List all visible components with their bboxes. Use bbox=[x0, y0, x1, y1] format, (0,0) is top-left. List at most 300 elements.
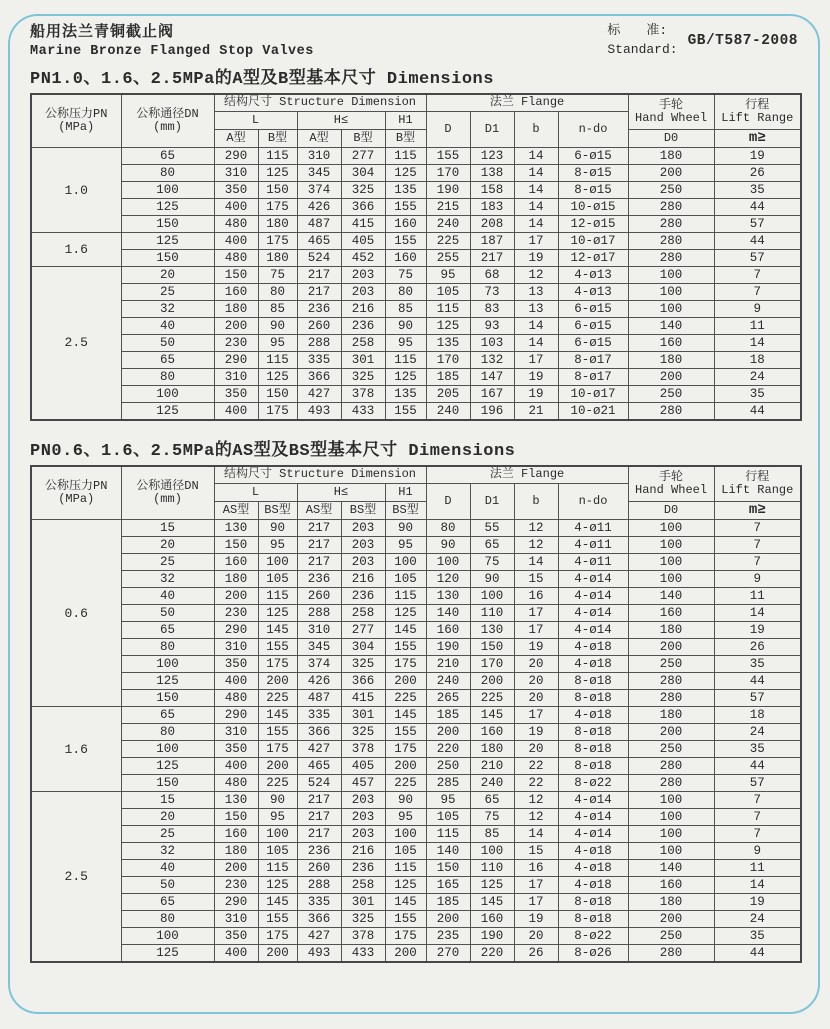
dimension-cell: 44 bbox=[714, 758, 801, 775]
dimension-cell: 155 bbox=[385, 199, 426, 216]
dimension-cell: 100 bbox=[628, 792, 714, 809]
dimension-cell: 203 bbox=[341, 809, 385, 826]
dimension-cell: 400 bbox=[214, 673, 258, 690]
dimension-cell: 335 bbox=[297, 352, 341, 369]
dimension-cell: 14 bbox=[514, 554, 558, 571]
dimension-cell: 100 bbox=[121, 656, 214, 673]
dimension-cell: 145 bbox=[385, 622, 426, 639]
dimension-cell: 20 bbox=[514, 928, 558, 945]
dimension-cell: 240 bbox=[426, 403, 470, 420]
dimension-cell: 366 bbox=[341, 673, 385, 690]
dimension-cell: 236 bbox=[297, 301, 341, 318]
dimension-cell: 90 bbox=[426, 537, 470, 554]
dimension-cell: 216 bbox=[341, 843, 385, 860]
col-header-h1-type-b: B型 bbox=[385, 130, 426, 148]
table-row bbox=[31, 860, 801, 877]
dimension-cell: 125 bbox=[121, 403, 214, 420]
table-row bbox=[31, 386, 801, 403]
dimension-cell: 115 bbox=[385, 860, 426, 877]
dimension-cell: 217 bbox=[297, 826, 341, 843]
dimension-cell: 250 bbox=[628, 741, 714, 758]
dimension-cell: 100 bbox=[628, 843, 714, 860]
col-header-d0: D0 bbox=[628, 130, 714, 148]
col-header-h1: H1 bbox=[385, 112, 426, 130]
dimension-cell: 55 bbox=[470, 520, 514, 537]
dimension-cell: 190 bbox=[426, 182, 470, 199]
dimension-cell: 75 bbox=[385, 267, 426, 284]
dimension-cell: 35 bbox=[714, 656, 801, 673]
dimension-cell: 8-ø15 bbox=[558, 165, 628, 182]
dimension-cell: 17 bbox=[514, 707, 558, 724]
dimension-cell: 280 bbox=[628, 775, 714, 792]
dimension-cell: 130 bbox=[214, 792, 258, 809]
dimension-cell: 8-ø18 bbox=[558, 724, 628, 741]
dimension-cell: 26 bbox=[714, 165, 801, 182]
dimension-cell: 90 bbox=[258, 792, 297, 809]
table-row bbox=[31, 605, 801, 622]
dimension-cell: 427 bbox=[297, 928, 341, 945]
dimension-cell: 20 bbox=[514, 673, 558, 690]
dimension-cell: 15 bbox=[121, 792, 214, 809]
dimension-cell: 325 bbox=[341, 724, 385, 741]
dimension-cell: 415 bbox=[341, 216, 385, 233]
dimension-cell: 260 bbox=[297, 588, 341, 605]
dimension-cell: 4-ø18 bbox=[558, 656, 628, 673]
dimension-cell: 200 bbox=[214, 588, 258, 605]
dimension-cell: 140 bbox=[426, 843, 470, 860]
dimension-cell: 145 bbox=[470, 707, 514, 724]
dimension-cell: 175 bbox=[258, 928, 297, 945]
dimension-cell: 125 bbox=[121, 199, 214, 216]
dimension-cell: 115 bbox=[385, 352, 426, 369]
table-row bbox=[31, 554, 801, 571]
dimension-cell: 14 bbox=[514, 199, 558, 216]
dimension-cell: 8-ø18 bbox=[558, 741, 628, 758]
table-row bbox=[31, 741, 801, 758]
dimension-cell: 230 bbox=[214, 605, 258, 622]
dimension-cell: 115 bbox=[426, 301, 470, 318]
col-header-l: L bbox=[214, 112, 297, 130]
dimension-cell: 366 bbox=[297, 724, 341, 741]
dimension-cell: 90 bbox=[385, 792, 426, 809]
dimension-cell: 12 bbox=[514, 792, 558, 809]
dimension-cell: 304 bbox=[341, 639, 385, 656]
dimension-cell: 301 bbox=[341, 352, 385, 369]
dimension-cell: 10-ø15 bbox=[558, 199, 628, 216]
dimension-cell: 301 bbox=[341, 894, 385, 911]
dimension-cell: 220 bbox=[426, 741, 470, 758]
dimension-cell: 155 bbox=[258, 911, 297, 928]
dimension-cell: 325 bbox=[341, 369, 385, 386]
dimension-cell: 230 bbox=[214, 877, 258, 894]
dimension-cell: 25 bbox=[121, 826, 214, 843]
dimension-cell: 180 bbox=[628, 622, 714, 639]
dimension-cell: 203 bbox=[341, 537, 385, 554]
col-header-d1: D1 bbox=[470, 112, 514, 148]
standard-block bbox=[607, 22, 798, 60]
table-row bbox=[31, 148, 801, 165]
table-row bbox=[31, 758, 801, 775]
dimension-cell: 25 bbox=[121, 554, 214, 571]
dimension-cell: 203 bbox=[341, 826, 385, 843]
dimension-cell: 235 bbox=[426, 928, 470, 945]
dimension-cell: 24 bbox=[714, 369, 801, 386]
col-header-diameter: 公称通径DN (mm) bbox=[121, 94, 214, 148]
dimension-cell: 145 bbox=[470, 894, 514, 911]
dimension-cell: 255 bbox=[426, 250, 470, 267]
dimension-cell: 15 bbox=[121, 520, 214, 537]
dimension-cell: 8-ø18 bbox=[558, 758, 628, 775]
dimension-cell: 125 bbox=[385, 369, 426, 386]
dimension-cell: 288 bbox=[297, 877, 341, 894]
dimension-cell: 4-ø14 bbox=[558, 605, 628, 622]
dimension-cell: 14 bbox=[514, 182, 558, 199]
dimension-cell: 19 bbox=[514, 250, 558, 267]
dimension-cell: 11 bbox=[714, 860, 801, 877]
dimension-cell: 217 bbox=[297, 267, 341, 284]
table-row bbox=[31, 233, 801, 250]
dimension-cell: 6-ø15 bbox=[558, 148, 628, 165]
dimension-cell: 200 bbox=[628, 724, 714, 741]
col-header-h-type-bs: BS型 bbox=[341, 502, 385, 520]
dimension-cell: 4-ø11 bbox=[558, 520, 628, 537]
dimension-cell: 200 bbox=[258, 945, 297, 962]
dimension-cell: 100 bbox=[628, 809, 714, 826]
dimension-cell: 7 bbox=[714, 826, 801, 843]
dimension-cell: 105 bbox=[258, 571, 297, 588]
header-row-1 bbox=[31, 466, 801, 484]
dimension-cell: 17 bbox=[514, 233, 558, 250]
dimension-cell: 433 bbox=[341, 403, 385, 420]
dimension-cell: 250 bbox=[628, 386, 714, 403]
dimension-cell: 125 bbox=[385, 165, 426, 182]
dimension-cell: 4-ø18 bbox=[558, 860, 628, 877]
dimension-cell: 17 bbox=[514, 605, 558, 622]
col-header-structure: 结构尺寸 Structure Dimension bbox=[214, 94, 426, 112]
col-header-m: m≥ bbox=[714, 130, 801, 148]
dimension-cell: 125 bbox=[470, 877, 514, 894]
col-header-d0: D0 bbox=[628, 502, 714, 520]
dimension-cell: 155 bbox=[385, 403, 426, 420]
dimension-cell: 12 bbox=[514, 520, 558, 537]
dimension-cell: 11 bbox=[714, 588, 801, 605]
dimension-cell: 80 bbox=[121, 165, 214, 182]
dimension-cell: 225 bbox=[258, 775, 297, 792]
dimension-cell: 150 bbox=[426, 860, 470, 877]
dimension-cell: 95 bbox=[385, 537, 426, 554]
dimension-cell: 203 bbox=[341, 554, 385, 571]
dimension-cell: 230 bbox=[214, 335, 258, 352]
dimension-cell: 200 bbox=[628, 639, 714, 656]
dimension-cell: 14 bbox=[514, 335, 558, 352]
dimension-cell: 180 bbox=[628, 894, 714, 911]
dimension-cell: 100 bbox=[628, 571, 714, 588]
dimension-cell: 73 bbox=[470, 284, 514, 301]
dimension-cell: 280 bbox=[628, 945, 714, 962]
dimension-cell: 180 bbox=[470, 741, 514, 758]
col-header-h1-type-bs: BS型 bbox=[385, 502, 426, 520]
dimension-cell: 7 bbox=[714, 792, 801, 809]
dimension-cell: 465 bbox=[297, 758, 341, 775]
dimension-cell: 196 bbox=[470, 403, 514, 420]
dimension-cell: 105 bbox=[258, 843, 297, 860]
dimension-cell: 80 bbox=[258, 284, 297, 301]
dimension-cell: 18 bbox=[714, 352, 801, 369]
dimension-cell: 8-ø18 bbox=[558, 673, 628, 690]
dimension-cell: 19 bbox=[514, 386, 558, 403]
dimension-cell: 18 bbox=[714, 707, 801, 724]
dimension-cell: 145 bbox=[385, 707, 426, 724]
col-header-d: D bbox=[426, 112, 470, 148]
dimension-cell: 480 bbox=[214, 216, 258, 233]
dimension-cell: 100 bbox=[628, 520, 714, 537]
table-row bbox=[31, 182, 801, 199]
table-row bbox=[31, 877, 801, 894]
dimension-cell: 185 bbox=[426, 707, 470, 724]
dimension-cell: 200 bbox=[385, 758, 426, 775]
dimension-cell: 95 bbox=[385, 809, 426, 826]
table-row bbox=[31, 537, 801, 554]
col-header-flange: 法兰 Flange bbox=[426, 466, 628, 484]
table-row bbox=[31, 707, 801, 724]
dimension-cell: 44 bbox=[714, 199, 801, 216]
dimension-cell: 288 bbox=[297, 335, 341, 352]
dimension-cell: 427 bbox=[297, 741, 341, 758]
dimension-cell: 180 bbox=[214, 301, 258, 318]
dimension-cell: 4-ø11 bbox=[558, 537, 628, 554]
dimension-cell: 25 bbox=[121, 284, 214, 301]
table-row bbox=[31, 588, 801, 605]
dimension-cell: 217 bbox=[297, 554, 341, 571]
dimension-cell: 185 bbox=[426, 369, 470, 386]
table-row bbox=[31, 335, 801, 352]
dimension-cell: 200 bbox=[628, 911, 714, 928]
table-row bbox=[31, 809, 801, 826]
table-row bbox=[31, 318, 801, 335]
dimension-cell: 105 bbox=[426, 809, 470, 826]
dimension-cell: 17 bbox=[514, 894, 558, 911]
dimension-cell: 405 bbox=[341, 758, 385, 775]
dimension-cell: 80 bbox=[121, 724, 214, 741]
dimension-cell: 130 bbox=[470, 622, 514, 639]
dimension-cell: 160 bbox=[214, 284, 258, 301]
dimension-cell: 44 bbox=[714, 233, 801, 250]
dimension-cell: 115 bbox=[258, 588, 297, 605]
dimension-cell: 115 bbox=[385, 148, 426, 165]
dimension-cell: 85 bbox=[385, 301, 426, 318]
dimension-cell: 457 bbox=[341, 775, 385, 792]
dimension-cell: 17 bbox=[514, 622, 558, 639]
header-row-1 bbox=[31, 94, 801, 112]
table-row bbox=[31, 792, 801, 809]
dimension-cell: 175 bbox=[258, 199, 297, 216]
dimension-cell: 110 bbox=[470, 860, 514, 877]
dimension-cell: 160 bbox=[628, 605, 714, 622]
dimension-cell: 100 bbox=[470, 588, 514, 605]
dimension-cell: 125 bbox=[258, 877, 297, 894]
dimension-cell: 12 bbox=[514, 537, 558, 554]
table-row bbox=[31, 639, 801, 656]
dimension-cell: 14 bbox=[514, 826, 558, 843]
dimension-cell: 258 bbox=[341, 605, 385, 622]
dimension-cell: 85 bbox=[258, 301, 297, 318]
dimension-cell: 24 bbox=[714, 724, 801, 741]
dimension-cell: 83 bbox=[470, 301, 514, 318]
dimension-cell: 290 bbox=[214, 707, 258, 724]
dimension-cell: 14 bbox=[514, 165, 558, 182]
dimension-cell: 160 bbox=[385, 216, 426, 233]
dimension-cell: 288 bbox=[297, 605, 341, 622]
dimension-cell: 225 bbox=[426, 233, 470, 250]
dimension-cell: 125 bbox=[258, 165, 297, 182]
dimension-cell: 310 bbox=[214, 639, 258, 656]
dimension-cell: 270 bbox=[426, 945, 470, 962]
dimension-cell: 90 bbox=[385, 318, 426, 335]
dimension-cell: 400 bbox=[214, 945, 258, 962]
dimension-cell: 374 bbox=[297, 182, 341, 199]
dimension-cell: 205 bbox=[426, 386, 470, 403]
dimension-cell: 14 bbox=[514, 148, 558, 165]
dimension-cell: 95 bbox=[258, 335, 297, 352]
dimension-cell: 7 bbox=[714, 809, 801, 826]
dimension-cell: 170 bbox=[470, 656, 514, 673]
dimension-cell: 65 bbox=[470, 537, 514, 554]
dimension-cell: 22 bbox=[514, 775, 558, 792]
dimension-cell: 493 bbox=[297, 403, 341, 420]
dimension-cell: 20 bbox=[514, 741, 558, 758]
dimension-cell: 175 bbox=[385, 928, 426, 945]
dimension-cell: 16 bbox=[514, 588, 558, 605]
dimension-cell: 200 bbox=[470, 673, 514, 690]
col-header-h: H≤ bbox=[297, 112, 385, 130]
dimension-cell: 125 bbox=[121, 233, 214, 250]
dimension-cell: 217 bbox=[470, 250, 514, 267]
dimension-cell: 125 bbox=[121, 945, 214, 962]
dimension-cell: 325 bbox=[341, 656, 385, 673]
dimension-cell: 57 bbox=[714, 690, 801, 707]
dimension-cell: 310 bbox=[214, 911, 258, 928]
table-row bbox=[31, 250, 801, 267]
dimension-cell: 19 bbox=[714, 622, 801, 639]
dimension-cell: 145 bbox=[385, 894, 426, 911]
dimension-cell: 190 bbox=[426, 639, 470, 656]
table-row bbox=[31, 216, 801, 233]
dimension-cell: 366 bbox=[297, 911, 341, 928]
dimension-cell: 487 bbox=[297, 216, 341, 233]
dimension-cell: 225 bbox=[258, 690, 297, 707]
dimension-cell: 115 bbox=[258, 148, 297, 165]
dimension-cell: 524 bbox=[297, 250, 341, 267]
dimension-cell: 304 bbox=[341, 165, 385, 182]
dimension-cell: 14 bbox=[514, 216, 558, 233]
dimension-cell: 40 bbox=[121, 318, 214, 335]
dimension-cell: 155 bbox=[385, 639, 426, 656]
dimension-cell: 215 bbox=[426, 199, 470, 216]
dimension-cell: 95 bbox=[385, 335, 426, 352]
doc-title-en: Marine Bronze Flanged Stop Valves bbox=[30, 44, 314, 59]
dimension-cell: 4-ø14 bbox=[558, 826, 628, 843]
dimension-cell: 240 bbox=[426, 673, 470, 690]
dimension-cell: 125 bbox=[385, 605, 426, 622]
dimension-cell: 22 bbox=[514, 758, 558, 775]
dimension-cell: 260 bbox=[297, 318, 341, 335]
dimension-cell: 180 bbox=[628, 148, 714, 165]
dimension-cell: 433 bbox=[341, 945, 385, 962]
dimension-cell: 8-ø26 bbox=[558, 945, 628, 962]
dimension-cell: 350 bbox=[214, 386, 258, 403]
table-row bbox=[31, 911, 801, 928]
dimension-cell: 100 bbox=[121, 182, 214, 199]
dimension-cell: 216 bbox=[341, 301, 385, 318]
dimension-cell: 100 bbox=[385, 554, 426, 571]
dimension-cell: 160 bbox=[628, 877, 714, 894]
dimension-cell: 160 bbox=[470, 911, 514, 928]
col-header-handwheel: 手轮 Hand Wheel bbox=[628, 466, 714, 502]
dimension-cell: 426 bbox=[297, 673, 341, 690]
dimension-cell: 19 bbox=[514, 369, 558, 386]
dimension-cell: 217 bbox=[297, 520, 341, 537]
dimension-cell: 175 bbox=[258, 741, 297, 758]
dimension-cell: 290 bbox=[214, 622, 258, 639]
dimension-cell: 350 bbox=[214, 656, 258, 673]
dimension-cell: 140 bbox=[628, 860, 714, 877]
dimension-cell: 290 bbox=[214, 894, 258, 911]
dimension-cell: 100 bbox=[121, 386, 214, 403]
dimension-cell: 155 bbox=[426, 148, 470, 165]
dimension-cell: 350 bbox=[214, 182, 258, 199]
dimension-cell: 400 bbox=[214, 758, 258, 775]
table-row bbox=[31, 284, 801, 301]
col-header-h1: H1 bbox=[385, 484, 426, 502]
dimension-cell: 290 bbox=[214, 352, 258, 369]
dimension-cell: 7 bbox=[714, 520, 801, 537]
dimension-cell: 277 bbox=[341, 622, 385, 639]
dimension-cell: 160 bbox=[214, 826, 258, 843]
dimension-cell: 366 bbox=[341, 199, 385, 216]
dimension-cell: 50 bbox=[121, 335, 214, 352]
dimension-cell: 225 bbox=[470, 690, 514, 707]
dimension-cell: 150 bbox=[121, 250, 214, 267]
table-row bbox=[31, 826, 801, 843]
dimension-cell: 400 bbox=[214, 199, 258, 216]
dimension-cell: 135 bbox=[426, 335, 470, 352]
dimension-cell: 35 bbox=[714, 182, 801, 199]
dimension-cell: 105 bbox=[385, 571, 426, 588]
dimension-cell: 145 bbox=[258, 707, 297, 724]
dimension-cell: 130 bbox=[214, 520, 258, 537]
dimension-cell: 100 bbox=[426, 554, 470, 571]
dimension-cell: 250 bbox=[628, 928, 714, 945]
dimension-cell: 200 bbox=[628, 369, 714, 386]
dimension-cell: 50 bbox=[121, 877, 214, 894]
dimension-cell: 15 bbox=[514, 571, 558, 588]
dimension-cell: 405 bbox=[341, 233, 385, 250]
table-row bbox=[31, 267, 801, 284]
dimension-cell: 19 bbox=[514, 911, 558, 928]
dimension-cell: 524 bbox=[297, 775, 341, 792]
table-row bbox=[31, 656, 801, 673]
dimension-cell: 325 bbox=[341, 182, 385, 199]
dimension-cell: 140 bbox=[628, 588, 714, 605]
col-header-pressure: 公称压力PN (MPa) bbox=[31, 94, 121, 148]
dimension-cell: 465 bbox=[297, 233, 341, 250]
table-row bbox=[31, 301, 801, 318]
dimension-cell: 9 bbox=[714, 571, 801, 588]
dimension-cell: 180 bbox=[258, 216, 297, 233]
pressure-group-cell: 1.6 bbox=[31, 233, 121, 267]
dimension-cell: 4-ø18 bbox=[558, 639, 628, 656]
dimension-cell: 210 bbox=[426, 656, 470, 673]
